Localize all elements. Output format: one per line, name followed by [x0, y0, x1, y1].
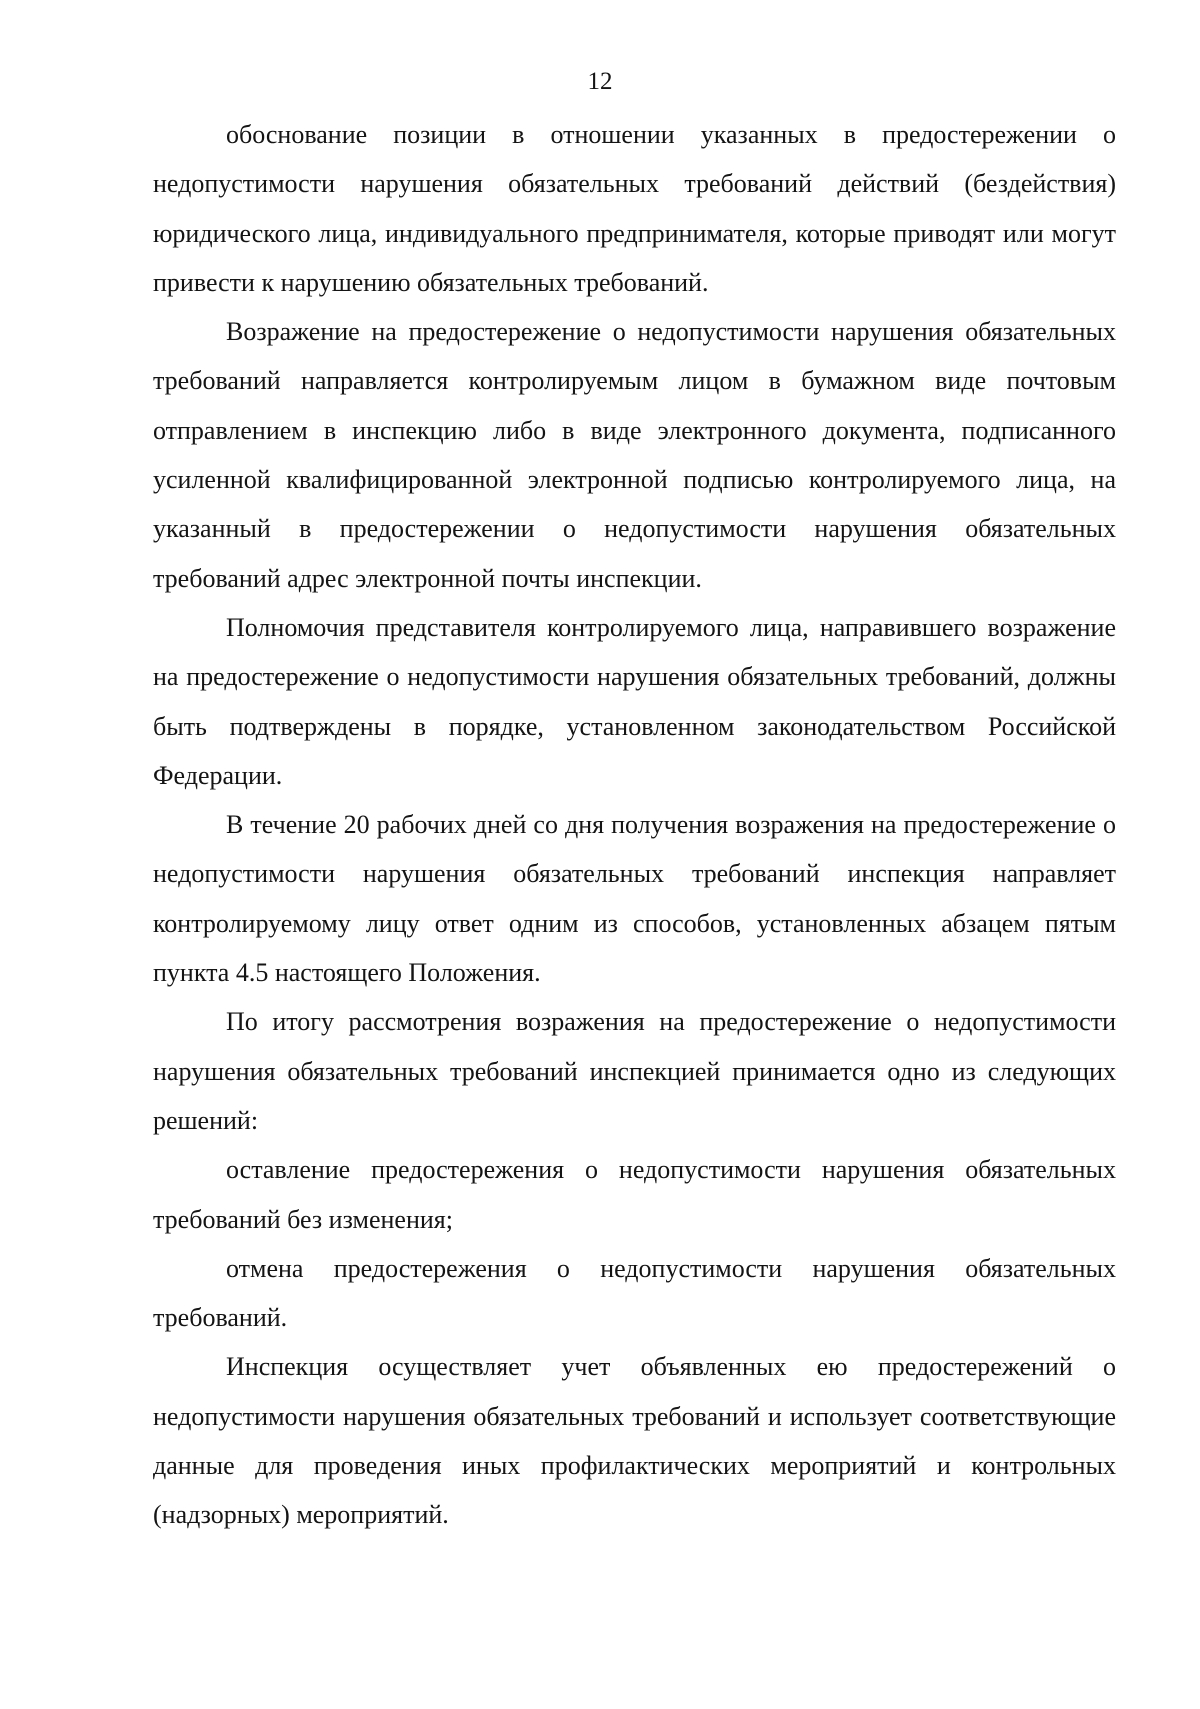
paragraph-warnings-accounting: Инспекция осуществляет учет объявленных ею предостережений о недопустимости нарушения обязательных требований и использует соответствующие данные для проведения иных профилактических мероприятий и контрольных (надзорных) мероприятий. — [153, 1352, 1116, 1530]
paragraph-review-decisions: По итогу рассмотрения возражения на предостережение о недопустимости нарушения обязательных требований инспекцией принимается одно из следующих решений: — [153, 1007, 1116, 1135]
paragraph-decision-cancel: отмена предостережения о недопустимости нарушения обязательных требований. — [153, 1253, 1116, 1333]
page-number: 12 — [587, 68, 613, 95]
paragraph-objection-submission: Возражение на предостережение о недопустимости нарушения обязательных требований направляется контролируемым лицом в бумажном виде почтовым отправлением в инспекцию либо в виде электронного документа, подписанного усиленной квалифицированной электронной подписью контролируемого лица, на указанный в предостережении о недопустимости нарушения обязательных требований адрес электронной почты инспекции. — [153, 317, 1116, 593]
paragraph-objection-justification: обоснование позиции в отношении указанных в предостережении о недопустимости нарушения обязательных требований действий (бездействия) юридического лица, индивидуального предпринимателя, которые приводят или могут привести к нарушению обязательных требований. — [153, 120, 1116, 297]
paragraph-decision-keep: оставление предостережения о недопустимости нарушения обязательных требований без изменения; — [153, 1155, 1116, 1234]
document-body — [153, 110, 1116, 1540]
paragraph-representative-authority: Полномочия представителя контролируемого лица, направившего возражение на предостережение о недопустимости нарушения обязательных требований, должны быть подтверждены в порядке, установленном законодательством Российской Федерации. — [153, 612, 1116, 790]
paragraph-response-deadline: В течение 20 рабочих дней со дня получения возражения на предостережение о недопустимости нарушения обязательных требований инспекция направляет контролируемому лицу ответ одним из способов, установленных абзацем пятым пункта 4.5 настоящего Положения. — [153, 810, 1116, 988]
